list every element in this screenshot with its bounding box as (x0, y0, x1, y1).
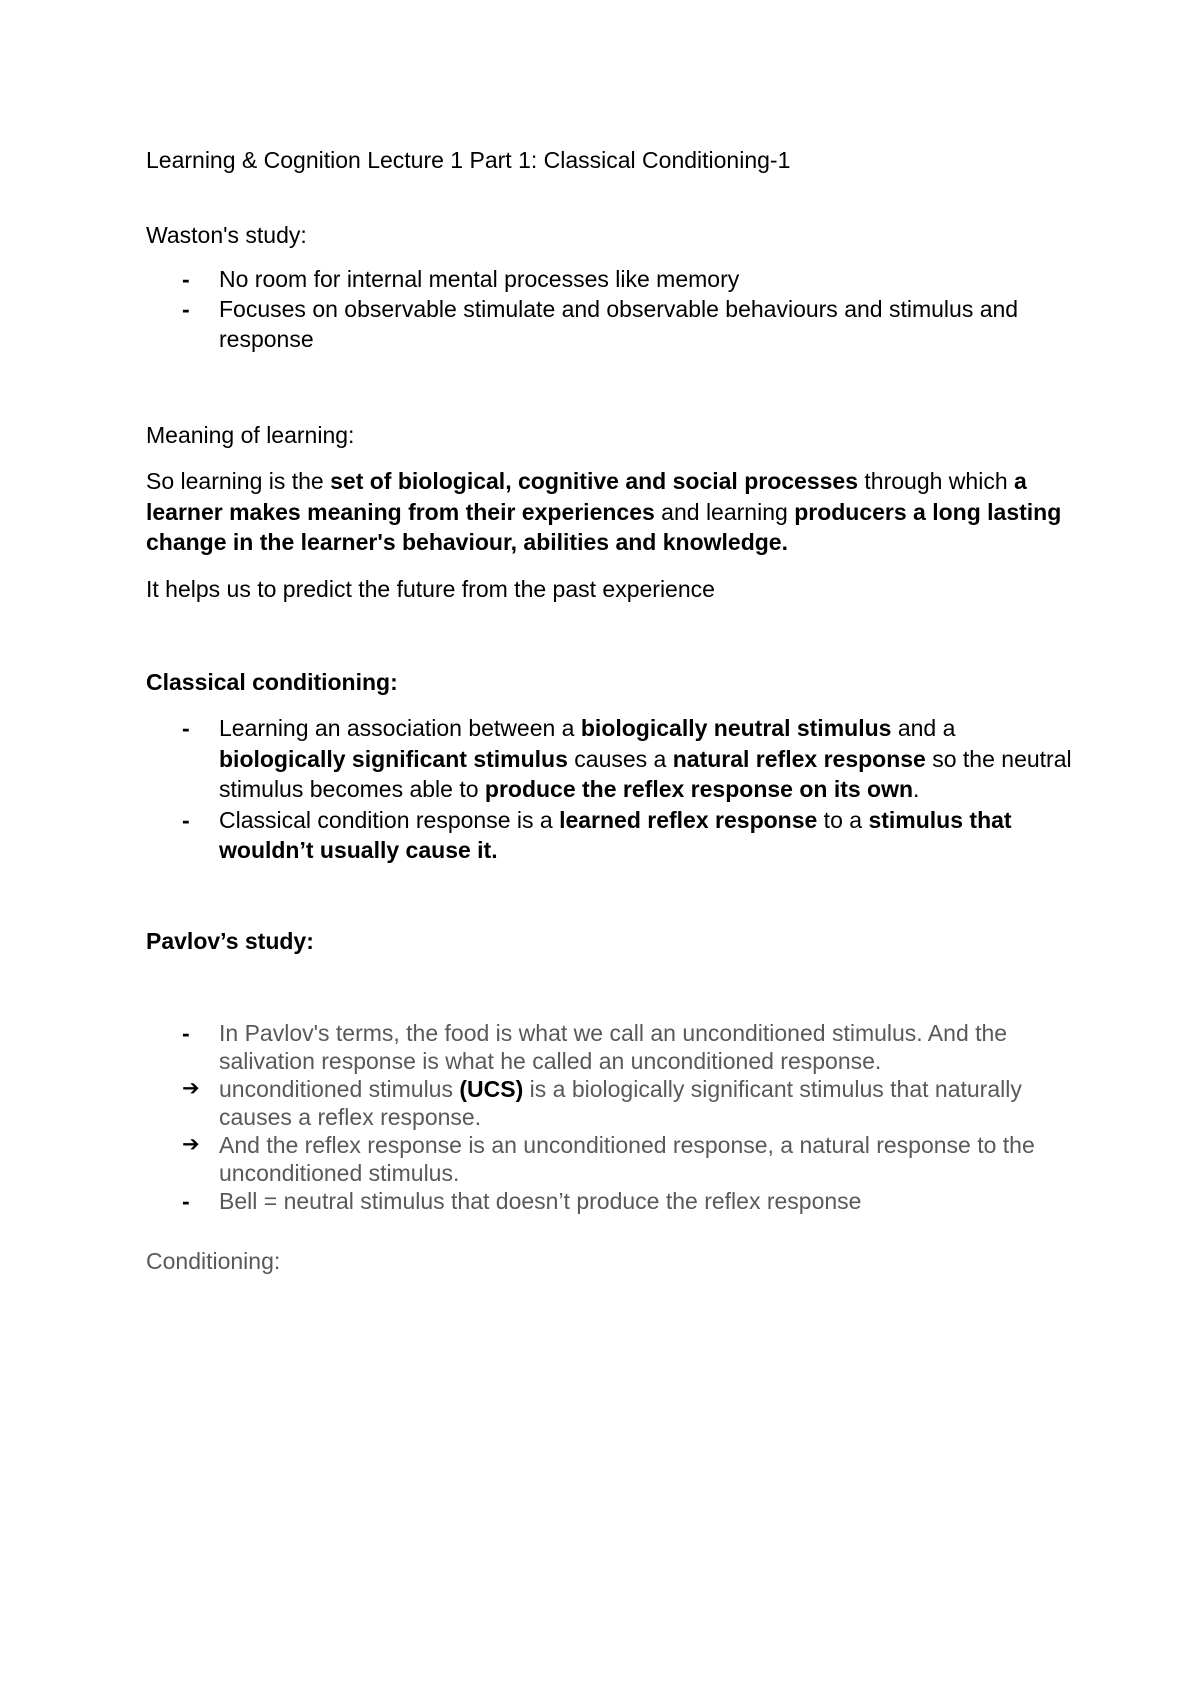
list-item: - No room for internal mental processes like memory (182, 266, 740, 292)
dash-bullet: - (182, 296, 190, 322)
classical-heading: Classical conditioning: (146, 669, 398, 695)
list-item: ➔ unconditioned stimulus (UCS) is a biologically significant stimulus that naturally causes a reflex response. (182, 1076, 1022, 1130)
meaning-prediction: It helps us to predict the future from the past experience (146, 576, 715, 602)
waston-list (146, 264, 1076, 354)
dash-bullet: - (182, 1020, 190, 1046)
dash-bullet: - (182, 806, 190, 833)
list-item: - Focuses on observable stimulate and observable behaviours and stimulus and response (182, 296, 1019, 352)
meaning-heading: Meaning of learning: (146, 422, 355, 448)
meaning-paragraph: So learning is the set of biological, cognitive and social processes through which a learner makes meaning from their experiences and learning producers a long lasting change in the learner's behaviour, abilities and knowledge. (146, 468, 1062, 555)
list-item: - Classical condition response is a learned reflex response to a stimulus that wouldn’t usually cause it. (182, 806, 1012, 863)
arrow-right-icon: ➔ (182, 1077, 200, 1100)
document-title: Learning & Cognition Lecture 1 Part 1: Classical Conditioning-1 (146, 147, 791, 173)
classical-list (146, 713, 1076, 866)
list-item: - Bell = neutral stimulus that doesn’t produce the reflex response (182, 1188, 862, 1214)
arrow-right-icon: ➔ (182, 1133, 200, 1156)
dash-bullet: - (182, 715, 190, 741)
list-item: - In Pavlov's terms, the food is what we call an unconditioned stimulus. And the salivation response is what he called an unconditioned response. (182, 1020, 1008, 1074)
conditioning-heading: Conditioning: (146, 1248, 281, 1274)
pavlov-list (146, 1019, 1076, 1215)
dash-bullet: - (182, 1188, 190, 1214)
waston-heading: Waston's study: (146, 222, 307, 248)
list-item: - Learning an association between a biologically neutral stimulus and a biologically significant stimulus causes a natural reflex response so the neutral stimulus becomes able to produce the reflex response on its own. (182, 715, 1072, 802)
dash-bullet: - (182, 266, 190, 292)
pavlov-heading: Pavlov’s study: (146, 928, 314, 954)
list-item: ➔ And the reflex response is an unconditioned response, a natural response to the unconditioned stimulus. (182, 1132, 1035, 1186)
